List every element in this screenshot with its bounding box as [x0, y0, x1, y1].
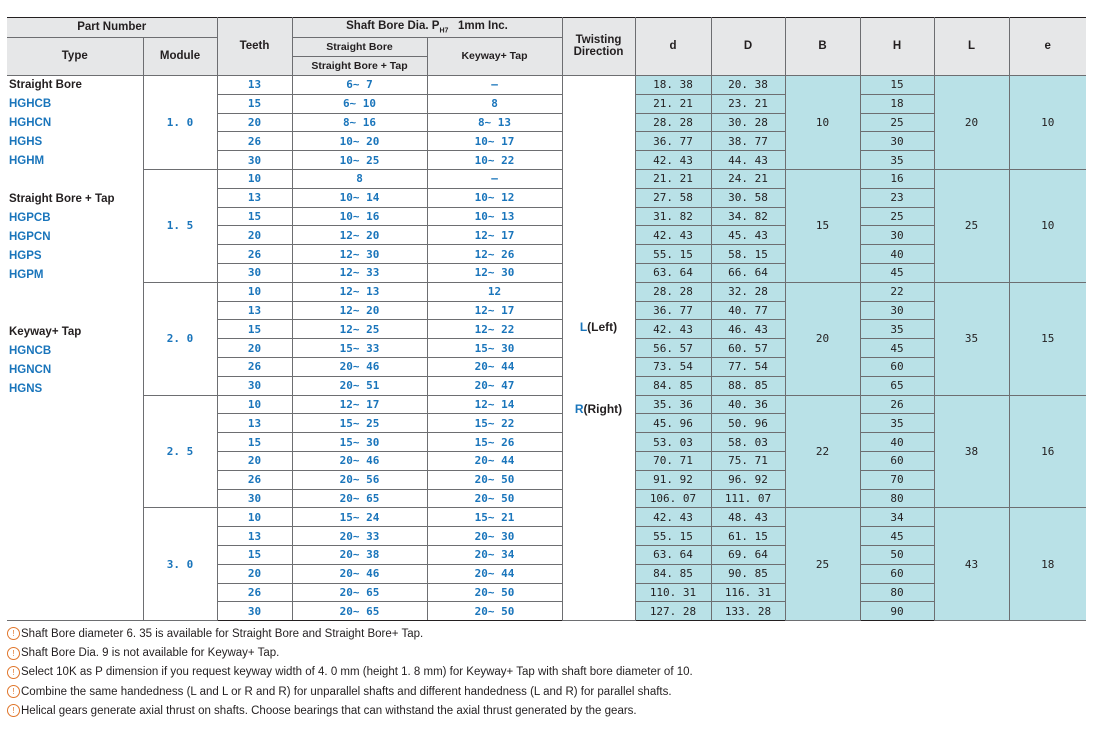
straight-bore-cell: 20~ 46	[292, 564, 427, 583]
table-row	[7, 395, 1086, 414]
keyway-tap-cell: 15~ 21	[427, 508, 562, 527]
D-cell: 44. 43	[711, 151, 785, 170]
d-cell: 36. 77	[635, 132, 711, 151]
spec-table-body	[7, 76, 1086, 621]
type-label-straight-bore-tap: Straight Bore + Tap	[9, 193, 115, 205]
d-cell: 21. 21	[635, 94, 711, 113]
shaft-bore-header	[292, 18, 562, 38]
d-cell: 56. 57	[635, 339, 711, 358]
D-cell: 77. 54	[711, 357, 785, 376]
H-cell: 23	[860, 188, 934, 207]
teeth-cell: 13	[217, 301, 292, 320]
H-cell: 22	[860, 282, 934, 301]
D-cell: 23. 21	[711, 94, 785, 113]
table-row	[7, 76, 1086, 95]
keyway-tap-cell: 8~ 13	[427, 113, 562, 132]
H-cell: 60	[860, 451, 934, 470]
keyway-tap-cell: 20~ 44	[427, 564, 562, 583]
keyway-tap-cell: 10~ 13	[427, 207, 562, 226]
type-cell	[7, 76, 143, 621]
note-mark-icon: !	[7, 647, 20, 660]
straight-bore-cell: 10~ 14	[292, 188, 427, 207]
d-cell: 42. 43	[635, 508, 711, 527]
keyway-tap-cell: 12~ 22	[427, 320, 562, 339]
keyway-tap-cell: 10~ 17	[427, 132, 562, 151]
d-cell: 55. 15	[635, 245, 711, 264]
keyway-tap-cell: 20~ 47	[427, 376, 562, 395]
module-cell: 3. 0	[143, 508, 217, 621]
B-cell: 20	[785, 282, 860, 395]
straight-bore-cell: 20~ 65	[292, 602, 427, 621]
straight-bore-cell: 20~ 65	[292, 489, 427, 508]
e-cell: 15	[1009, 282, 1086, 395]
note-4	[7, 683, 693, 702]
keyway-tap-cell: 20~ 44	[427, 451, 562, 470]
D-cell: 50. 96	[711, 414, 785, 433]
type-code: HGPCB	[9, 212, 51, 224]
note-5	[7, 702, 693, 721]
type-label-straight-bore: Straight Bore	[9, 79, 82, 91]
straight-bore-cell: 12~ 20	[292, 301, 427, 320]
note-1-text: Shaft Bore diameter 6. 35 is available for Straight Bore and Straight Bore+ Tap.	[21, 628, 424, 640]
H-cell: 60	[860, 357, 934, 376]
type-code: HGNCB	[9, 345, 52, 357]
note-4-text: Combine the same handedness (L and L or R and R) for unparallel shafts and different handedness (L and R) for parallel shafts.	[21, 685, 672, 698]
d-cell: 28. 28	[635, 113, 711, 132]
H-header: H	[860, 18, 934, 76]
notes-section	[7, 625, 693, 721]
straight-bore-tap-header: Straight Bore + Tap	[292, 57, 427, 76]
note-mark-icon: !	[7, 704, 20, 717]
type-code: HGPM	[9, 269, 44, 281]
straight-bore-cell: 12~ 33	[292, 263, 427, 282]
twisting-direction-header	[562, 18, 635, 76]
teeth-cell: 10	[217, 282, 292, 301]
B-cell: 15	[785, 169, 860, 282]
keyway-tap-header: Keyway+ Tap	[427, 38, 562, 76]
straight-bore-cell: 10~ 25	[292, 151, 427, 170]
d-cell: 45. 96	[635, 414, 711, 433]
teeth-cell: 26	[217, 132, 292, 151]
H-cell: 80	[860, 583, 934, 602]
d-cell: 63. 64	[635, 545, 711, 564]
teeth-cell: 20	[217, 451, 292, 470]
teeth-cell: 20	[217, 113, 292, 132]
H-cell: 80	[860, 489, 934, 508]
type-code: HGHCN	[9, 117, 52, 129]
e-cell: 16	[1009, 395, 1086, 508]
B-header: B	[785, 18, 860, 76]
keyway-tap-cell: 10~ 22	[427, 151, 562, 170]
type-code: HGHS	[9, 136, 43, 148]
keyway-tap-cell: 20~ 34	[427, 545, 562, 564]
type-header: Type	[7, 38, 143, 76]
D-cell: 40. 77	[711, 301, 785, 320]
d-header: d	[635, 18, 711, 76]
D-cell: 30. 28	[711, 113, 785, 132]
straight-bore-cell: 20~ 51	[292, 376, 427, 395]
straight-bore-cell: 15~ 33	[292, 339, 427, 358]
e-cell: 18	[1009, 508, 1086, 621]
teeth-cell: 26	[217, 357, 292, 376]
note-3-text: Select 10K as P dimension if you request keyway width of 4. 0 mm (height 1. 8 mm) for Keyway+ Tap with shaft bore diameter of 10.	[21, 666, 693, 679]
type-code: HGHM	[9, 155, 45, 167]
twist-left-word: (Left)	[587, 320, 618, 335]
d-cell: 42. 43	[635, 226, 711, 245]
type-code: HGNS	[9, 383, 43, 395]
teeth-cell: 20	[217, 564, 292, 583]
twist-right	[563, 403, 635, 415]
straight-bore-header: Straight Bore	[292, 38, 427, 57]
note-5-text: Helical gears generate axial thrust on shafts. Choose bearings that can withstand the axial thrust generated by the gears.	[21, 704, 637, 717]
D-cell: 32. 28	[711, 282, 785, 301]
L-cell: 38	[934, 395, 1009, 508]
B-cell: 22	[785, 395, 860, 508]
d-cell: 21. 21	[635, 169, 711, 188]
straight-bore-cell: 20~ 56	[292, 470, 427, 489]
straight-bore-cell: 12~ 20	[292, 226, 427, 245]
d-cell: 73. 54	[635, 357, 711, 376]
D-cell: 24. 21	[711, 169, 785, 188]
teeth-cell: 13	[217, 414, 292, 433]
d-cell: 70. 71	[635, 451, 711, 470]
d-cell: 28. 28	[635, 282, 711, 301]
H-cell: 25	[860, 207, 934, 226]
D-cell: 96. 92	[711, 470, 785, 489]
twist-left-letter: L	[579, 320, 588, 335]
straight-bore-cell: 6~ 7	[292, 76, 427, 95]
H-cell: 45	[860, 339, 934, 358]
teeth-cell: 20	[217, 339, 292, 358]
straight-bore-cell: 20~ 46	[292, 451, 427, 470]
straight-bore-cell: 15~ 30	[292, 433, 427, 452]
D-cell: 60. 57	[711, 339, 785, 358]
D-cell: 38. 77	[711, 132, 785, 151]
d-cell: 63. 64	[635, 263, 711, 282]
note-mark-icon: !	[7, 627, 20, 640]
H-cell: 34	[860, 508, 934, 527]
straight-bore-cell: 12~ 25	[292, 320, 427, 339]
D-cell: 45. 43	[711, 226, 785, 245]
teeth-cell: 15	[217, 207, 292, 226]
table-row	[7, 169, 1086, 188]
keyway-tap-cell: 10~ 12	[427, 188, 562, 207]
H-cell: 90	[860, 602, 934, 621]
H-cell: 70	[860, 470, 934, 489]
keyway-tap-cell: –	[427, 76, 562, 95]
type-code: HGPCN	[9, 231, 51, 243]
twist-left	[563, 321, 635, 333]
note-mark-icon: !	[7, 666, 20, 679]
d-cell: 55. 15	[635, 527, 711, 546]
H-cell: 65	[860, 376, 934, 395]
H-cell: 35	[860, 151, 934, 170]
table-row	[7, 508, 1086, 527]
keyway-tap-cell: 20~ 50	[427, 602, 562, 621]
keyway-tap-cell: 20~ 50	[427, 583, 562, 602]
note-1	[7, 625, 693, 644]
d-cell: 18. 38	[635, 76, 711, 95]
straight-bore-cell: 10~ 16	[292, 207, 427, 226]
twisting-header-line1: Twisting	[575, 34, 622, 46]
keyway-tap-cell: 20~ 44	[427, 357, 562, 376]
d-cell: 31. 82	[635, 207, 711, 226]
L-header: L	[934, 18, 1009, 76]
straight-bore-cell: 20~ 65	[292, 583, 427, 602]
teeth-cell: 13	[217, 76, 292, 95]
H-cell: 60	[860, 564, 934, 583]
H-cell: 25	[860, 113, 934, 132]
H-cell: 35	[860, 320, 934, 339]
twisting-cell	[562, 76, 635, 621]
twist-right-word: (Right)	[583, 402, 623, 417]
e-cell: 10	[1009, 76, 1086, 170]
keyway-tap-cell: 12~ 30	[427, 263, 562, 282]
H-cell: 26	[860, 395, 934, 414]
straight-bore-cell: 6~ 10	[292, 94, 427, 113]
teeth-cell: 30	[217, 151, 292, 170]
H-cell: 30	[860, 132, 934, 151]
teeth-cell: 13	[217, 527, 292, 546]
D-cell: 88. 85	[711, 376, 785, 395]
teeth-cell: 26	[217, 470, 292, 489]
keyway-tap-cell: 15~ 30	[427, 339, 562, 358]
table-row	[7, 282, 1086, 301]
keyway-tap-cell: 12~ 14	[427, 395, 562, 414]
H-cell: 45	[860, 527, 934, 546]
teeth-cell: 15	[217, 433, 292, 452]
H-cell: 50	[860, 545, 934, 564]
keyway-tap-cell: 20~ 50	[427, 489, 562, 508]
d-cell: 35. 36	[635, 395, 711, 414]
shaft-bore-label: Shaft Bore Dia. P	[346, 19, 440, 32]
D-cell: 30. 58	[711, 188, 785, 207]
keyway-tap-cell: –	[427, 169, 562, 188]
d-cell: 36. 77	[635, 301, 711, 320]
teeth-cell: 15	[217, 545, 292, 564]
keyway-tap-cell: 15~ 22	[427, 414, 562, 433]
D-cell: 116. 31	[711, 583, 785, 602]
shaft-bore-tolerance: H7	[439, 27, 449, 35]
D-cell: 69. 64	[711, 545, 785, 564]
note-2	[7, 644, 693, 663]
D-cell: 40. 36	[711, 395, 785, 414]
d-cell: 106. 07	[635, 489, 711, 508]
H-cell: 40	[860, 433, 934, 452]
e-header: e	[1009, 18, 1086, 76]
keyway-tap-cell: 20~ 30	[427, 527, 562, 546]
H-cell: 30	[860, 301, 934, 320]
straight-bore-cell: 12~ 17	[292, 395, 427, 414]
gear-spec-table	[7, 17, 1086, 621]
module-cell: 2. 0	[143, 282, 217, 395]
teeth-cell: 26	[217, 245, 292, 264]
B-cell: 10	[785, 76, 860, 170]
d-cell: 127. 28	[635, 602, 711, 621]
D-cell: 58. 15	[711, 245, 785, 264]
teeth-cell: 10	[217, 395, 292, 414]
L-cell: 43	[934, 508, 1009, 621]
module-cell: 2. 5	[143, 395, 217, 508]
type-code: HGNCN	[9, 364, 52, 376]
H-cell: 35	[860, 414, 934, 433]
straight-bore-cell: 15~ 25	[292, 414, 427, 433]
module-header: Module	[143, 38, 217, 76]
note-2-text: Shaft Bore Dia. 9 is not available for Keyway+ Tap.	[21, 647, 280, 660]
d-cell: 42. 43	[635, 320, 711, 339]
D-cell: 66. 64	[711, 263, 785, 282]
d-cell: 84. 85	[635, 376, 711, 395]
d-cell: 53. 03	[635, 433, 711, 452]
straight-bore-cell: 8~ 16	[292, 113, 427, 132]
straight-bore-cell: 15~ 24	[292, 508, 427, 527]
B-cell: 25	[785, 508, 860, 621]
d-cell: 27. 58	[635, 188, 711, 207]
straight-bore-cell: 12~ 30	[292, 245, 427, 264]
D-header: D	[711, 18, 785, 76]
twisting-header-line2: Direction	[573, 45, 624, 58]
H-cell: 15	[860, 76, 934, 95]
part-number-header: Part Number	[7, 18, 217, 38]
keyway-tap-cell: 8	[427, 94, 562, 113]
teeth-cell: 30	[217, 376, 292, 395]
D-cell: 34. 82	[711, 207, 785, 226]
H-cell: 40	[860, 245, 934, 264]
teeth-cell: 15	[217, 320, 292, 339]
straight-bore-cell: 20~ 38	[292, 545, 427, 564]
teeth-cell: 30	[217, 263, 292, 282]
teeth-cell: 10	[217, 169, 292, 188]
straight-bore-cell: 8	[292, 169, 427, 188]
teeth-cell: 20	[217, 226, 292, 245]
straight-bore-cell: 20~ 33	[292, 527, 427, 546]
teeth-cell: 26	[217, 583, 292, 602]
module-cell: 1. 5	[143, 169, 217, 282]
teeth-cell: 30	[217, 602, 292, 621]
d-cell: 110. 31	[635, 583, 711, 602]
H-cell: 18	[860, 94, 934, 113]
D-cell: 48. 43	[711, 508, 785, 527]
L-cell: 20	[934, 76, 1009, 170]
keyway-tap-cell: 12~ 17	[427, 301, 562, 320]
module-cell: 1. 0	[143, 76, 217, 170]
e-cell: 10	[1009, 169, 1086, 282]
H-cell: 16	[860, 169, 934, 188]
D-cell: 61. 15	[711, 527, 785, 546]
D-cell: 133. 28	[711, 602, 785, 621]
keyway-tap-cell: 12~ 26	[427, 245, 562, 264]
teeth-cell: 30	[217, 489, 292, 508]
keyway-tap-cell: 12~ 17	[427, 226, 562, 245]
type-code: HGPS	[9, 250, 42, 262]
type-code: HGHCB	[9, 98, 52, 110]
teeth-cell: 10	[217, 508, 292, 527]
D-cell: 20. 38	[711, 76, 785, 95]
shaft-bore-increment: 1mm Inc.	[458, 19, 508, 32]
type-label-keyway-tap: Keyway+ Tap	[9, 326, 82, 338]
H-cell: 30	[860, 226, 934, 245]
L-cell: 35	[934, 282, 1009, 395]
keyway-tap-cell: 12	[427, 282, 562, 301]
note-3	[7, 663, 693, 682]
twist-right-letter: R	[574, 402, 584, 417]
keyway-tap-cell: 20~ 50	[427, 470, 562, 489]
straight-bore-cell: 20~ 46	[292, 357, 427, 376]
D-cell: 58. 03	[711, 433, 785, 452]
D-cell: 75. 71	[711, 451, 785, 470]
keyway-tap-cell: 15~ 26	[427, 433, 562, 452]
H-cell: 45	[860, 263, 934, 282]
d-cell: 42. 43	[635, 151, 711, 170]
D-cell: 90. 85	[711, 564, 785, 583]
teeth-cell: 15	[217, 94, 292, 113]
L-cell: 25	[934, 169, 1009, 282]
d-cell: 84. 85	[635, 564, 711, 583]
d-cell: 91. 92	[635, 470, 711, 489]
teeth-cell: 13	[217, 188, 292, 207]
note-mark-icon: !	[7, 685, 20, 698]
straight-bore-cell: 10~ 20	[292, 132, 427, 151]
straight-bore-cell: 12~ 13	[292, 282, 427, 301]
teeth-header: Teeth	[217, 18, 292, 76]
D-cell: 46. 43	[711, 320, 785, 339]
D-cell: 111. 07	[711, 489, 785, 508]
